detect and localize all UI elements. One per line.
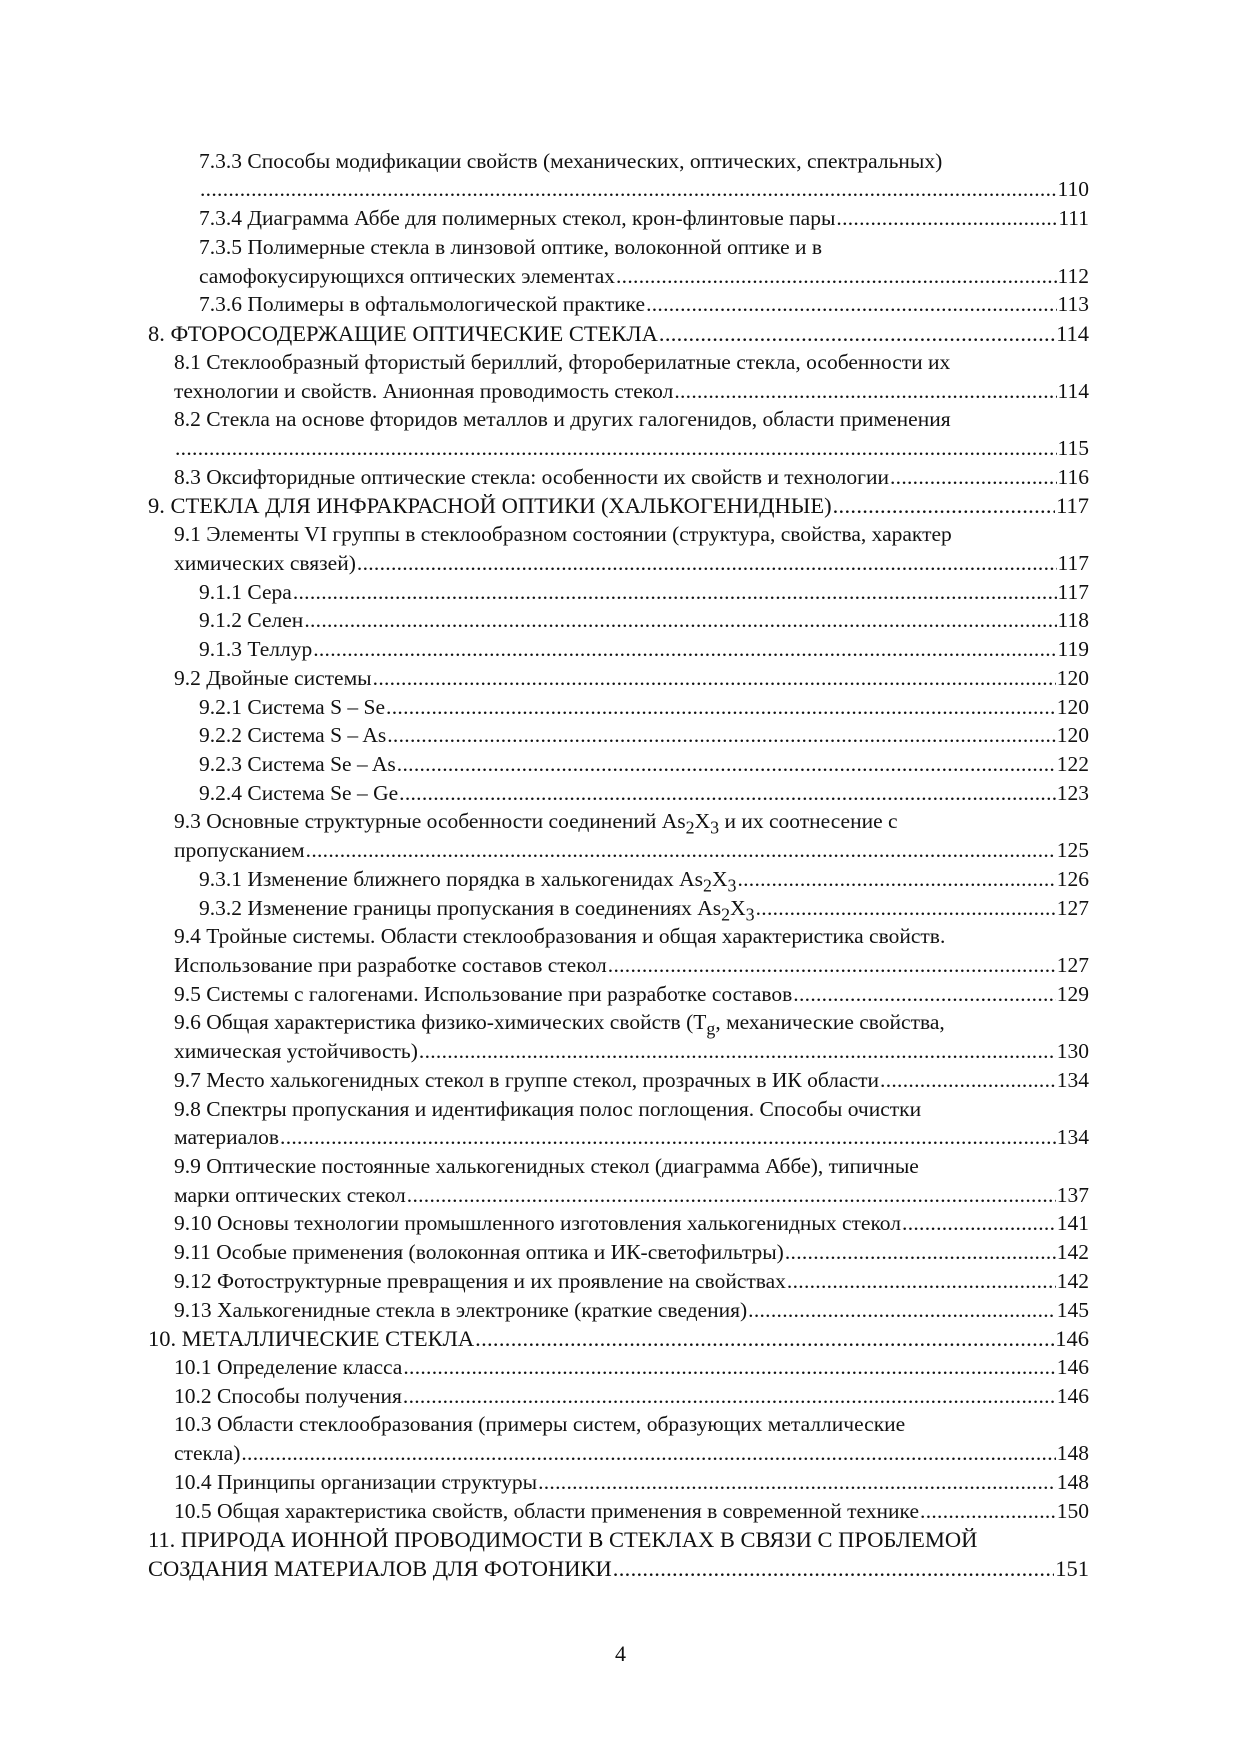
toc-line: 10.1 Определение класса ..... 146	[174, 1353, 1089, 1382]
toc-line: ..... 110	[199, 175, 1089, 204]
toc-line: СОЗДАНИЯ МАТЕРИАЛОВ ДЛЯ ФОТОНИКИ ..... 151	[148, 1554, 1089, 1583]
toc-line: 10.4 Принципы организации структуры ..... 148	[174, 1468, 1089, 1497]
toc-line: 8.1 Стеклообразный фтористый бериллий, фтороберилатные стекла, особенности их	[174, 350, 951, 374]
toc-line: 9.2.4 Система Se – Ge ..... 123	[199, 779, 1089, 808]
toc-line: 10.5 Общая характеристика свойств, области применения в современной технике ..... 150	[174, 1497, 1089, 1526]
toc-line: 10.2 Способы получения ..... 146	[174, 1382, 1089, 1411]
toc-line: 8.3 Оксифторидные оптические стекла: особенности их свойств и технологии ..... 116	[174, 463, 1089, 492]
toc-line: 8. ФТОРОСОДЕРЖАЩИЕ ОПТИЧЕСКИЕ СТЕКЛА ..... 114	[148, 319, 1089, 348]
toc-line: 9.4 Тройные системы. Области стеклообразования и общая характеристика свойств.	[174, 924, 946, 948]
toc-line: 9.1.1 Сера ..... 117	[199, 578, 1089, 607]
toc-line: 9.11 Особые применения (волоконная оптика и ИК-светофильтры) ..... 142	[174, 1238, 1089, 1267]
toc-line: материалов ..... 134	[174, 1123, 1089, 1152]
toc-line: 9.6 Общая характеристика физико-химических свойств ($T_g$, механические свойства,	[174, 1010, 945, 1039]
toc-line: химическая устойчивость) ..... 130	[174, 1037, 1089, 1066]
toc-line: 9.1.3 Теллур ..... 119	[199, 635, 1089, 664]
toc-line: стекла) ..... 148	[174, 1439, 1089, 1468]
toc-line: пропусканием ..... 125	[174, 836, 1089, 865]
toc-line: ..... 115	[174, 434, 1089, 463]
toc-line: марки оптических стекол ..... 137	[174, 1181, 1089, 1210]
toc-line: технологии и свойств. Анионная проводимость стекол ..... 114	[174, 377, 1089, 406]
toc-line: 10. МЕТАЛЛИЧЕСКИЕ СТЕКЛА ..... 146	[148, 1324, 1089, 1353]
toc-line: 9.2.1 Система S – Se ..... 120	[199, 693, 1089, 722]
toc-line: 9.1.2 Селен ..... 118	[199, 606, 1089, 635]
toc-line: 9.2.3 Система Se – As ..... 122	[199, 750, 1089, 779]
toc-line: 11. ПРИРОДА ИОННОЙ ПРОВОДИМОСТИ В СТЕКЛАХ В СВЯЗИ С ПРОБЛЕМОЙ	[148, 1527, 978, 1552]
toc-line: 8.2 Стекла на основе фторидов металлов и других галогенидов, области применения	[174, 407, 951, 431]
toc-line: химических связей) ..... 117	[174, 549, 1089, 578]
toc-line: 7.3.3 Способы модификации свойств (механических, оптических, спектральных)	[199, 149, 943, 173]
page-number: 4	[615, 1641, 626, 1666]
toc-line: 9.1 Элементы VI группы в стеклообразном состоянии (структура, свойства, характер	[174, 522, 952, 546]
toc-line: 9. СТЕКЛА ДЛЯ ИНФРАКРАСНОЙ ОПТИКИ (ХАЛЬКОГЕНИДНЫЕ) ..... 117	[148, 491, 1089, 520]
toc-line: 7.3.5 Полимерные стекла в линзовой оптике, волоконной оптике и в	[199, 235, 823, 259]
toc-line: 7.3.4 Диаграмма Аббе для полимерных стекол, крон-флинтовые пары ..... 111	[199, 204, 1089, 233]
toc-line: 9.8 Спектры пропускания и идентификация полос поглощения. Способы очистки	[174, 1097, 922, 1121]
toc-line: 7.3.6 Полимеры в офтальмологической практике ..... 113	[199, 290, 1089, 319]
toc-line: 9.7 Место халькогенидных стекол в группе стекол, прозрачных в ИК области ..... 134	[174, 1066, 1089, 1095]
toc-line: 9.9 Оптические постоянные халькогенидных стекол (диаграмма Аббе), типичные	[174, 1154, 919, 1178]
toc-line: Использование при разработке составов стекол ..... 127	[174, 951, 1089, 980]
toc-line: 10.3 Области стеклообразования (примеры систем, образующих металлические	[174, 1412, 906, 1436]
toc-line: 9.10 Основы технологии промышленного изготовления халькогенидных стекол ..... 141	[174, 1209, 1089, 1238]
toc-line: 9.3.1 Изменение ближнего порядка в халькогенидах $As_2X_3$ ..... 126	[199, 865, 1089, 894]
toc-line: 9.3 Основные структурные особенности соединений $As_2X_3$ и их соотнесение с	[174, 809, 898, 838]
toc-line: 9.13 Халькогенидные стекла в электронике (краткие сведения) ..... 145	[174, 1296, 1089, 1325]
toc-line: 9.5 Системы с галогенами. Использование при разработке составов ..... 129	[174, 980, 1089, 1009]
toc-line: самофокусирующихся оптических элементах ..... 112	[199, 262, 1089, 291]
toc-line: 9.2.2 Система S – As ..... 120	[199, 721, 1089, 750]
toc-line: 9.12 Фотоструктурные превращения и их проявление на свойствах ..... 142	[174, 1267, 1089, 1296]
toc-line: 9.2 Двойные системы ..... 120	[174, 664, 1089, 693]
toc-line: 9.3.2 Изменение границы пропускания в соединениях $As_2X_3$ ..... 127	[199, 894, 1089, 923]
